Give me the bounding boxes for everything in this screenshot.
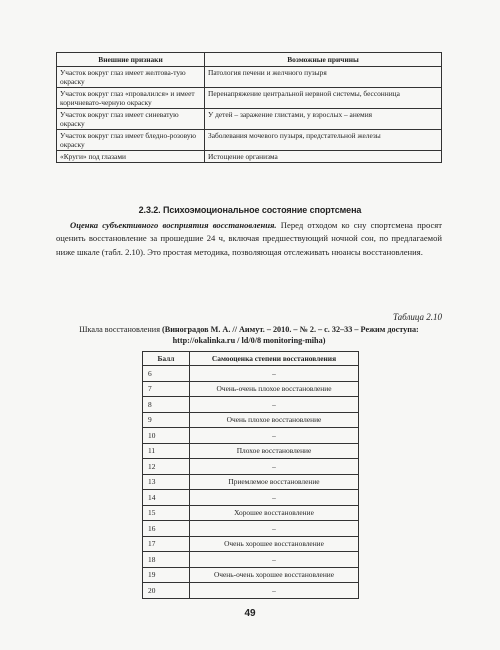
table-cell-sign: Участок вокруг глаз имеет синеватую окраску	[57, 109, 205, 130]
table-header-row	[57, 53, 442, 67]
score-cell: 12	[143, 459, 190, 475]
table-row	[143, 412, 359, 428]
score-cell: 18	[143, 552, 190, 568]
table-cell-cause: Патология печени и желчного пузыря	[205, 67, 442, 88]
table-row	[143, 459, 359, 475]
table-row	[57, 130, 442, 151]
assessment-cell: –	[190, 583, 359, 599]
table-row	[57, 151, 442, 163]
column-header: Внешние признаки	[57, 53, 205, 67]
score-cell: 19	[143, 567, 190, 583]
score-cell: 16	[143, 521, 190, 537]
assessment-cell: –	[190, 552, 359, 568]
score-cell: 14	[143, 490, 190, 506]
assessment-cell: Очень плохое восстановление	[190, 412, 359, 428]
table-row	[143, 552, 359, 568]
table-cell-sign: Участок вокруг глаз имеет бледно-розовую окраску	[57, 130, 205, 151]
assessment-cell: Очень хорошее восстановление	[190, 536, 359, 552]
table-cell-cause: Перенапряжение центральной нервной системы, бессонница	[205, 88, 442, 109]
table-cell-sign: Участок вокруг глаз имеет желтова-тую окраску	[57, 67, 205, 88]
paragraph-text: Перед отходом ко сну спортсмена просят оценить восстановление за прошедшие 24 ч, включая предшествующий ночной сон, по предлагаемой ниже шкале (табл. 2.10). Это простая методика, позволяющая отслеживать нюансы восстановления.	[56, 220, 442, 257]
table-row	[143, 443, 359, 459]
table-cell-cause: Заболевания мочевого пузыря, предстательной железы	[205, 130, 442, 151]
table-cell-cause: У детей – заражение глистами, у взрослых – анемия	[205, 109, 442, 130]
assessment-cell: –	[190, 428, 359, 444]
table-row	[143, 536, 359, 552]
caption-source: (Виноградов М. А. // Аимут. – 2010. – № 2. – с. 32–33 – Режим доступа: http://okalinka.ru / ld/0/8 monitoring-miha)	[159, 325, 419, 345]
assessment-cell: –	[190, 397, 359, 413]
page-number: 49	[244, 608, 256, 619]
table-row	[143, 366, 359, 382]
table-row	[57, 88, 442, 109]
score-cell: 9	[143, 412, 190, 428]
score-cell: 17	[143, 536, 190, 552]
table-row	[143, 381, 359, 397]
score-cell: 11	[143, 443, 190, 459]
table-cell-sign: Участок вокруг глаз «провалился» и имеет коричневато-черную окраску	[57, 88, 205, 109]
table-row	[143, 490, 359, 506]
paragraph-lead: Оценка субъективного восприятия восстановления.	[70, 220, 277, 230]
assessment-cell: –	[190, 459, 359, 475]
table-row	[143, 567, 359, 583]
section-paragraph	[56, 219, 442, 259]
table-row	[143, 583, 359, 599]
score-cell: 6	[143, 366, 190, 382]
score-cell: 20	[143, 583, 190, 599]
table-row	[143, 397, 359, 413]
score-cell: 7	[143, 381, 190, 397]
caption-name: Шкала восстановления	[79, 325, 160, 334]
table-header-row	[143, 352, 359, 366]
column-header-score: Балл	[143, 352, 190, 366]
table-row	[57, 109, 442, 130]
score-cell: 10	[143, 428, 190, 444]
section-heading: 2.3.2. Психоэмоциональное состояние спортсмена	[138, 205, 362, 215]
column-header-self-assessment: Самооценка степени восстановления	[190, 352, 359, 366]
table-cell-cause: Истощение организма	[205, 151, 442, 163]
table-row	[143, 505, 359, 521]
assessment-cell: –	[190, 521, 359, 537]
table-number: Таблица 2.10	[392, 312, 442, 322]
score-cell: 15	[143, 505, 190, 521]
column-header: Возможные причины	[205, 53, 442, 67]
assessment-cell: Хорошее восстановление	[190, 505, 359, 521]
score-cell: 13	[143, 474, 190, 490]
recovery-scale-table	[142, 351, 359, 599]
assessment-cell: Приемлемое восстановление	[190, 474, 359, 490]
assessment-cell: –	[190, 490, 359, 506]
assessment-cell: Очень-очень плохое восстановление	[190, 381, 359, 397]
assessment-cell: Плохое восстановление	[190, 443, 359, 459]
table-row	[143, 474, 359, 490]
table-row	[143, 428, 359, 444]
score-cell: 8	[143, 397, 190, 413]
table-row	[57, 67, 442, 88]
table-caption	[56, 324, 442, 346]
table-row	[143, 521, 359, 537]
assessment-cell: –	[190, 366, 359, 382]
table-cell-sign: «Круги» под глазами	[57, 151, 205, 163]
assessment-cell: Очень-очень хорошее восстановление	[190, 567, 359, 583]
signs-causes-table	[56, 52, 442, 163]
